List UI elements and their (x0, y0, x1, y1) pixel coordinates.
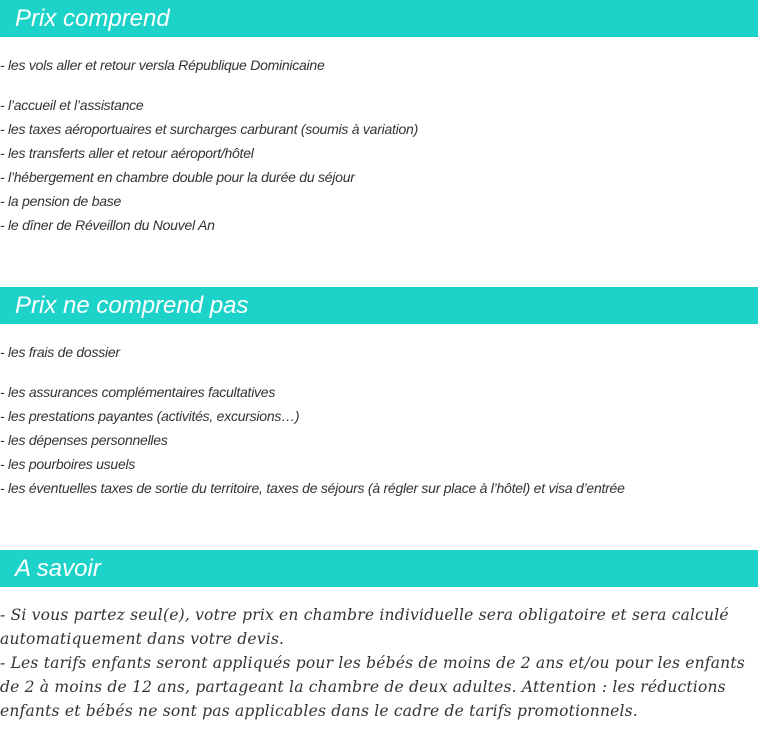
included-item-welcome: - l’accueil et l’assistance (0, 97, 144, 113)
info-text (0, 603, 748, 723)
excluded-section-title: Prix ne comprend pas (15, 292, 249, 319)
excluded-item-tips: - les pourboires usuels (0, 456, 136, 472)
excluded-item-insurance: - les assurances complémentaires facultatives (0, 384, 276, 400)
info-section-header (0, 550, 758, 587)
excluded-item-fees: - les frais de dossier (0, 344, 120, 360)
included-item-taxes: - les taxes aéroportuaires et surcharges carburant (soumis à variation) (0, 121, 418, 137)
included-section-title: Prix comprend (15, 5, 170, 32)
excluded-item-paid-services: - les prestations payantes (activités, excursions…) (0, 408, 300, 424)
included-item-new-year-dinner: - le dîner de Réveillon du Nouvel An (0, 217, 215, 233)
included-section-header (0, 0, 758, 37)
included-list (0, 53, 758, 237)
info-paragraph-single: - Si vous partez seul(e), votre prix en chambre individuelle sera obligatoire et sera calculé automatiquement dans votre devis. (0, 606, 729, 648)
included-item-flights: - les vols aller et retour versla République Dominicaine (0, 57, 325, 73)
excluded-item-exit-taxes: - les éventuelles taxes de sortie du territoire, taxes de séjours (à régler sur place à l’hôtel) et visa d’entrée (0, 480, 625, 496)
excluded-section-header (0, 287, 758, 324)
info-paragraph-children: - Les tarifs enfants seront appliqués pour les bébés de moins de 2 ans et/ou pour les enfants de 2 à moins de 12 ans, partageant la chambre de deux adultes. Attention : les réductions enfants et bébés ne sont pas applicables dans le cadre de tarifs promotionnels. (0, 654, 745, 720)
included-item-board: - la pension de base (0, 193, 122, 209)
included-item-transfers: - les transferts aller et retour aéroport/hôtel (0, 145, 254, 161)
included-item-accommodation: - l’hébergement en chambre double pour la durée du séjour (0, 169, 355, 185)
excluded-item-personal-expenses: - les dépenses personnelles (0, 432, 168, 448)
info-section-title: A savoir (15, 555, 101, 582)
excluded-list (0, 340, 758, 500)
